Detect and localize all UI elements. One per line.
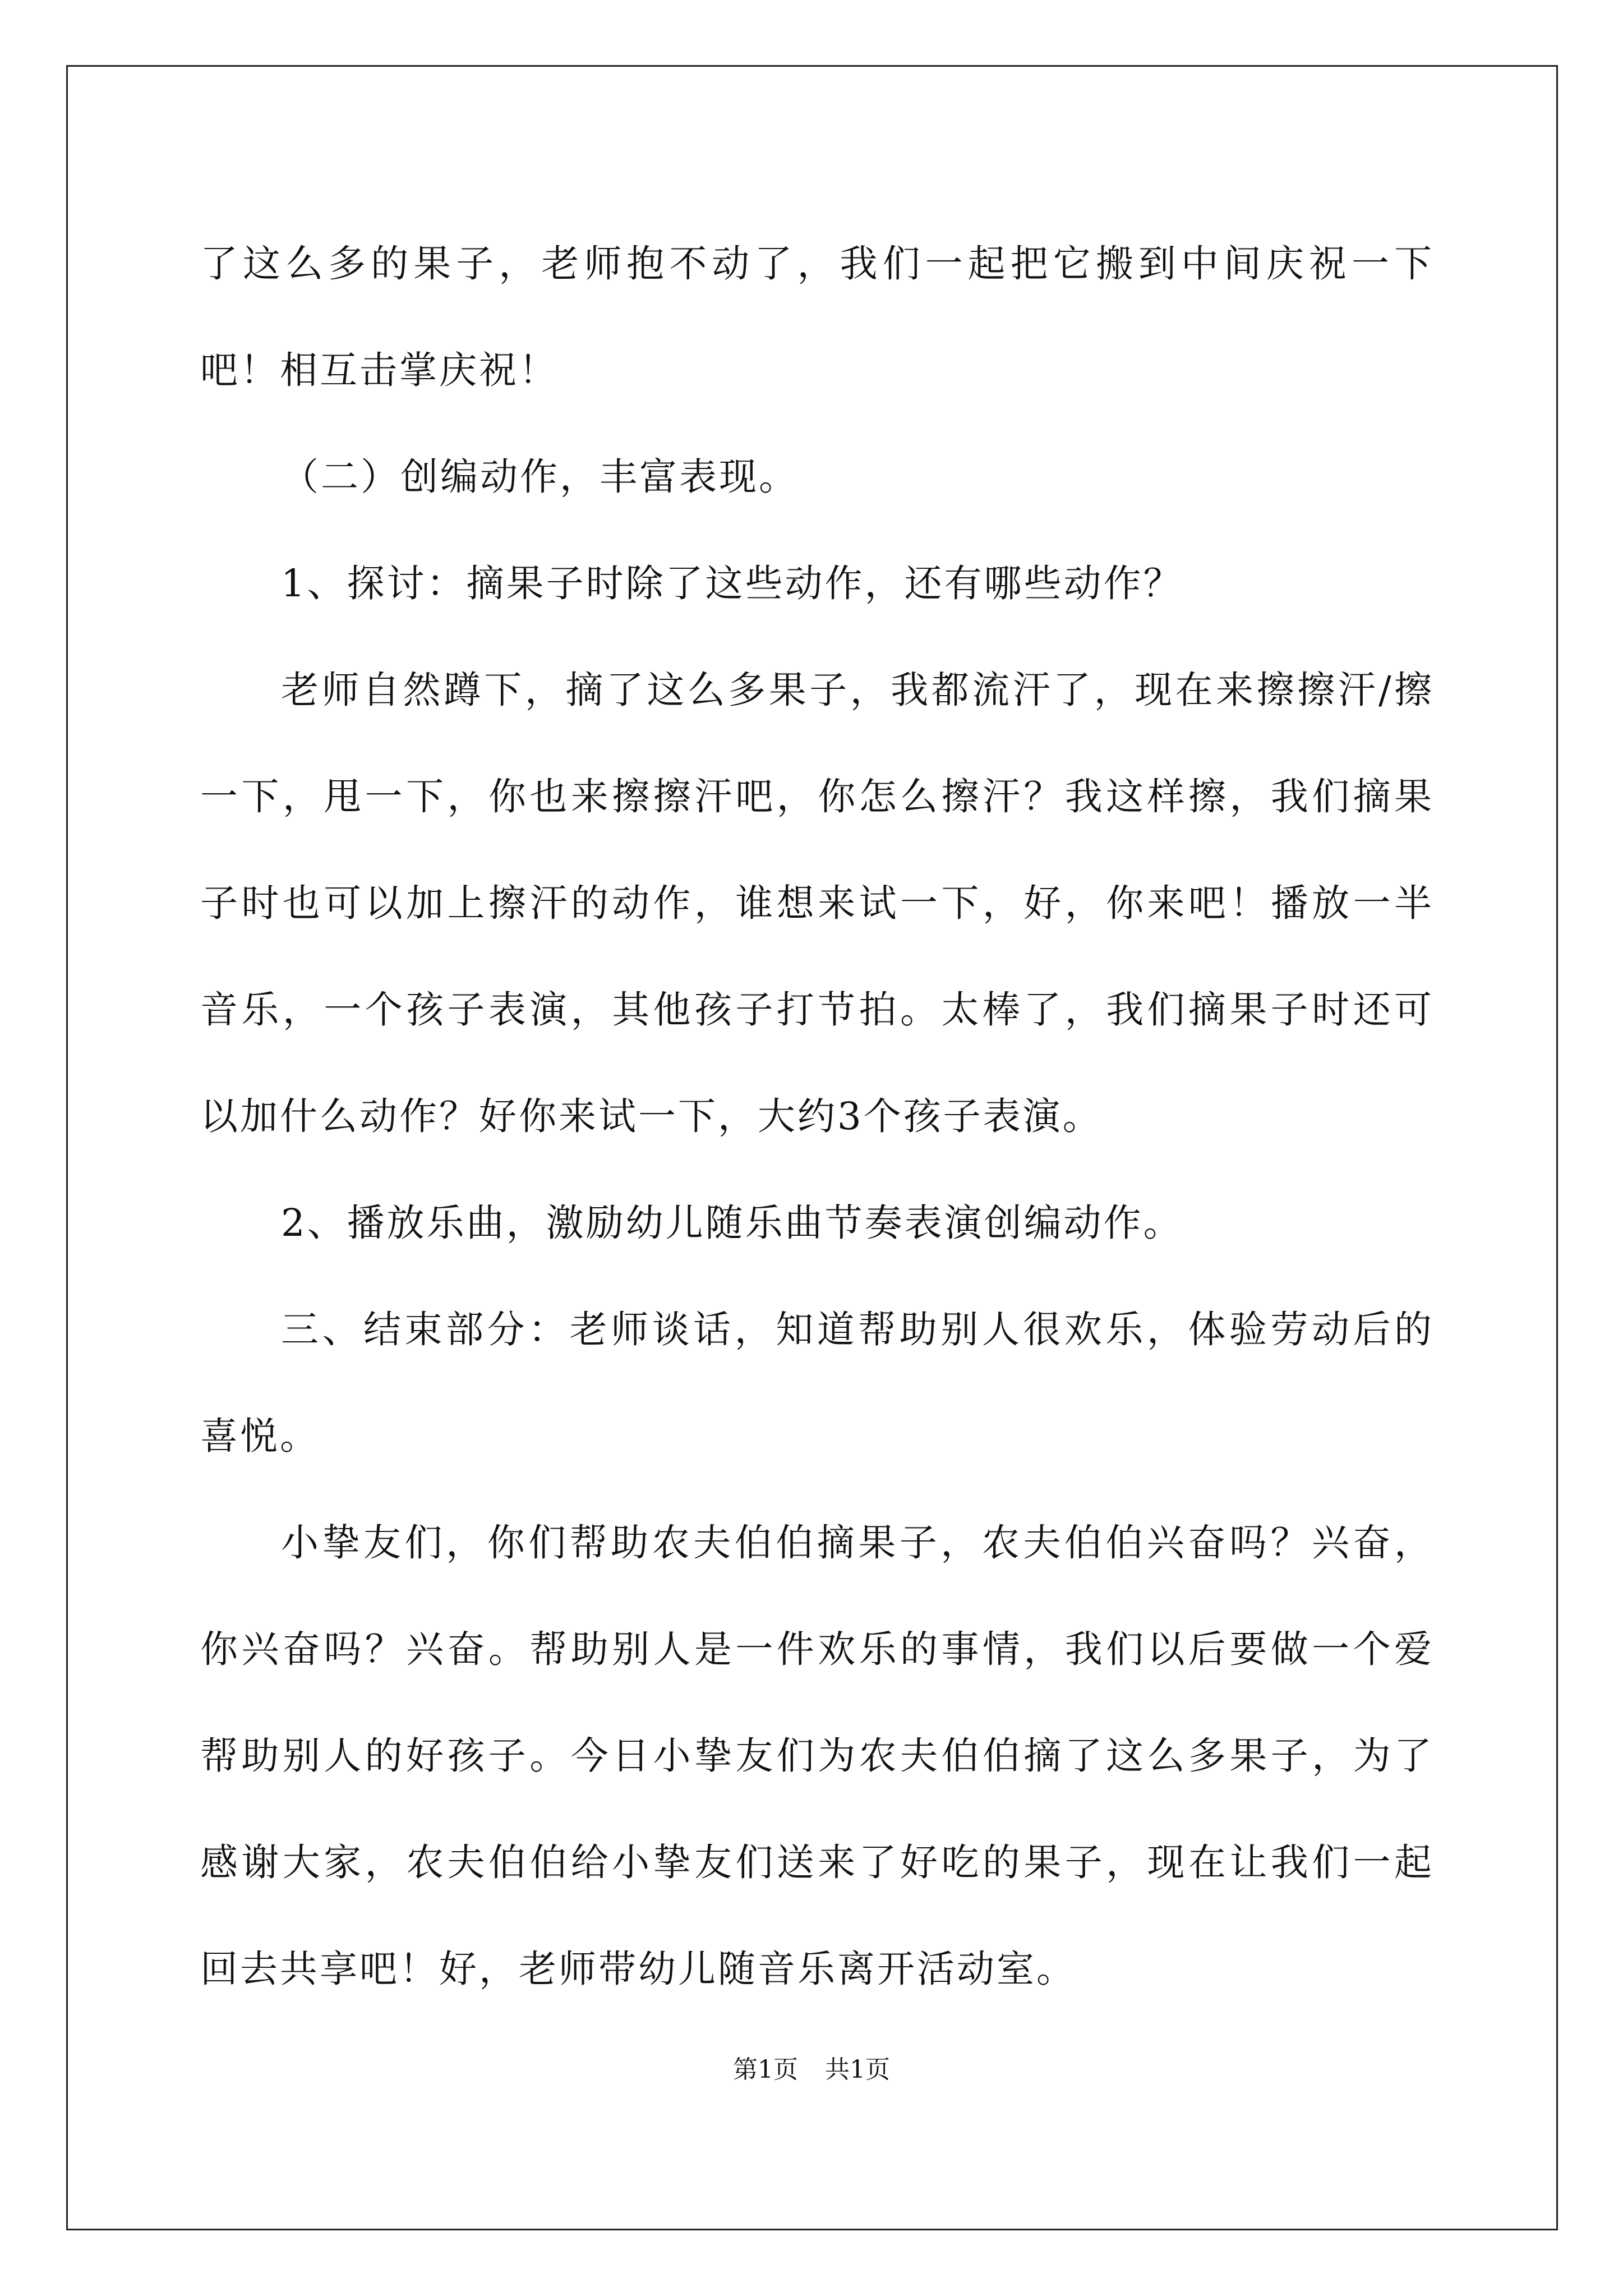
- section-heading: （二）创编动作，丰富表现。: [281, 455, 799, 499]
- page-total: 共1页: [825, 2055, 890, 2084]
- page-number: 第1页: [733, 2055, 798, 2084]
- paragraph: 2、播放乐曲，激励幼儿随乐曲节奏表演创编动作。: [281, 1201, 1183, 1245]
- page-footer: [0, 2053, 1623, 2087]
- paragraph: 1、探讨：摘果子时除了这些动作，还有哪些动作？: [281, 562, 1183, 605]
- paragraph: 老师自然蹲下，摘了这么多果子，我都流汗了，现在来擦擦汗/擦一下，甩一下，你也来擦擦汗吧，你怎么擦汗？我这样擦，我们摘果子时也可以加上擦汗的动作，谁想来试一下，好，你来吧！播放一半音乐，一个孩子表演，其他孩子打节拍。太棒了，我们摘果子时还可以加什么动作？好你来试一下，大约3个孩子表演。: [200, 668, 1434, 1138]
- paragraph: 小挚友们，你们帮助农夫伯伯摘果子，农夫伯伯兴奋吗？兴奋，你兴奋吗？兴奋。帮助别人是一件欢乐的事情，我们以后要做一个爱帮助别人的好孩子。今日小挚友们为农夫伯伯摘了这么多果子，为了感谢大家，农夫伯伯给小挚友们送来了好吃的果子，现在让我们一起回去共享吧！好，老师带幼儿随音乐离开活动室。: [200, 1521, 1434, 1991]
- section-heading: 三、结束部分：老师谈话，知道帮助别人很欢乐，体验劳动后的喜悦。: [200, 1308, 1434, 1458]
- paragraph: 了这么多的果子，老师抱不动了，我们一起把它搬到中间庆祝一下吧！相互击掌庆祝！: [200, 242, 1434, 392]
- document-body: [200, 210, 1434, 2022]
